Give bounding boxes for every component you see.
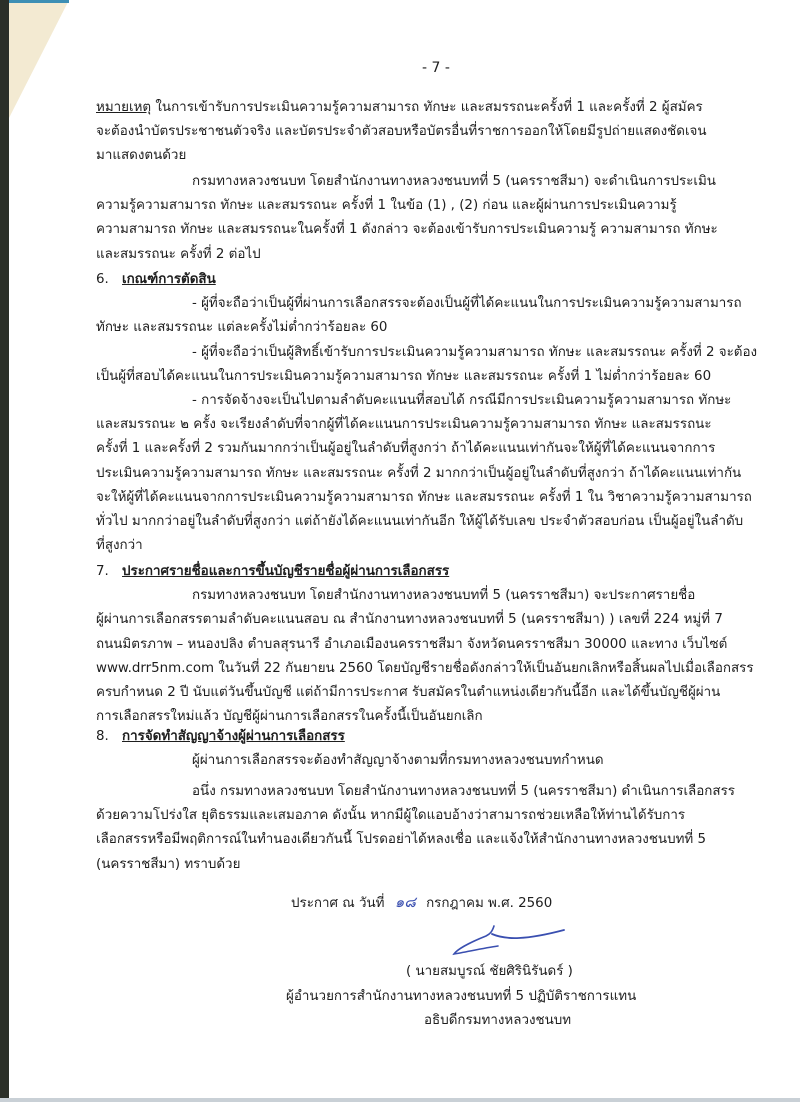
paragraph-line: และสมรรถนะ ครั้งที่ 2 ต่อไป	[96, 246, 261, 262]
criteria-item-3-cont: ที่สูงกว่า	[96, 538, 143, 554]
handwritten-day: ๑๘	[394, 893, 416, 911]
section-6	[96, 268, 776, 558]
signatory-title: ผู้อำนวยการสำนักงานทางหลวงชนบทที่ 5 ปฏิบัติราชการแทน	[286, 989, 637, 1004]
scan-edge-bottom	[0, 1098, 800, 1102]
assessment-paragraph	[96, 170, 776, 267]
paragraph-line: กรมทางหลวงชนบท โดยสำนักงานทางหลวงชนบทที่ 5 (นครราชสีมา) จะดำเนินการประเมิน	[192, 174, 716, 189]
criteria-item-2: - ผู้ที่จะถือว่าเป็นผู้สิทธิ์เข้ารับการประเมินความรู้ความสามารถ ทักษะ และสมรรถนะ ครั้งที่ 2 จะต้อง	[192, 344, 758, 360]
criteria-item-1: - ผู้ที่จะถือว่าเป็นผู้ที่ผ่านการเลือกสรรจะต้องเป็นผู้ที่ได้คะแนนในการประเมินความรู้ความสามารถ	[192, 296, 742, 312]
paragraph-line: www.drr5nm.com ในวันที่ 22 กันยายน 2560 โดยบัญชีรายชื่อดังกล่าวให้เป็นอันยกเลิกหรือสิ้นผลไปเมื่อเลือกสรร	[96, 660, 754, 676]
criteria-item-3-cont: ประเมินความรู้ความสามารถ ทักษะ และสมรรถนะ ครั้งที่ 2 มากกว่าเป็นผู้อยู่ในลำดับที่สูงกว่า ถ้าได้คะแนนเท่ากัน	[96, 465, 742, 481]
criteria-item-3-cont: ทั่วไป มากกว่าอยู่ในลำดับที่สูงกว่า แต่ถ้ายังได้คะแนนเท่ากันอีก ให้ผู้ได้รับเลข ประจำตัวสอบก่อน เป็นผู้อยู่ในลำดับ	[96, 514, 744, 530]
note-line: มาแสดงตนด้วย	[96, 148, 187, 164]
section-8	[96, 725, 776, 773]
criteria-item-3-cont: จะให้ผู้ที่ได้คะแนนจากการประเมินความรู้ความสามารถ ทักษะ และสมรรถนะ ครั้งที่ 1 ใน วิชาความรู้ความสามารถ	[96, 489, 752, 505]
paragraph-line: ความสามารถ ทักษะ และสมรรถนะในครั้งที่ 1 ดังกล่าว จะต้องเข้ารับการประเมินความรู้ ความสามารถ ทักษะ	[96, 222, 718, 238]
section-8-heading: 8. การจัดทำสัญญาจ้างผู้ผ่านการเลือกสรร	[96, 729, 345, 744]
closing-paragraph	[96, 780, 776, 877]
section-6-heading: 6. เกณฑ์การตัดสิน	[96, 272, 216, 287]
note-line: หมายเหตุ ในการเข้ารับการประเมินความรู้ความสามารถ ทักษะ และสมรรถนะครั้งที่ 1 และครั้งที่ 2 ผู้สมัคร	[96, 100, 703, 115]
page-number: - 7 -	[422, 60, 450, 76]
signatory-name: ( นายสมบูรณ์ ชัยศิรินิรันดร์ )	[406, 964, 573, 979]
paragraph-line: (นครราชสีมา) ทราบด้วย	[96, 856, 241, 872]
criteria-item-1-cont: ทักษะ และสมรรถนะ แต่ละครั้งไม่ต่ำกว่าร้อยละ 60	[96, 320, 388, 336]
note-label: หมายเหตุ	[96, 100, 152, 115]
criteria-item-3-cont: ครั้งที่ 1 และครั้งที่ 2 รวมกันมากกว่าเป็นผู้อยู่ในลำดับที่สูงกว่า ถ้าได้คะแนนเท่ากันจะให้ผู้ที่ได้คะแนนจากการ	[96, 441, 716, 457]
paragraph-line: ความรู้ความสามารถ ทักษะ และสมรรถนะ ครั้งที่ 1 ในข้อ (1) , (2) ก่อน และผู้ผ่านการประเมินความรู้	[96, 198, 677, 214]
paragraph-line: การเลือกสรรใหม่แล้ว บัญชีผู้ผ่านการเลือกสรรในครั้งนี้เป็นอันยกเลิก	[96, 709, 483, 725]
scan-edge-top	[9, 0, 69, 3]
paragraph-line: เลือกสรรหรือมีพฤติการณ์ในทำนองเดียวกันนี้ โปรดอย่าได้หลงเชื่อ และแจ้งให้สำนักงานทางหลวงชนบทที่ 5	[96, 832, 707, 848]
announcement-date: ประกาศ ณ วันที่ ๑๘ กรกฎาคม พ.ศ. 2560	[291, 893, 553, 911]
paragraph-line: ถนนมิตรภาพ – หนองปลิง ตำบลสุรนารี อำเภอเมืองนครราชสีมา จังหวัดนครราชสีมา 30000 และทาง เว็บไซต์	[96, 636, 728, 652]
note-paragraph	[96, 96, 776, 169]
criteria-item-3-cont: และสมรรถนะ ๒ ครั้ง จะเรียงลำดับที่จากผู้ที่ได้คะแนนการประเมินความรู้ความสามารถ ทักษะ และสมรรถนะ	[96, 417, 712, 433]
criteria-item-2-cont: เป็นผู้ที่สอบได้คะแนนในการประเมินความรู้ความสามารถ ทักษะ และสมรรถนะ ครั้งที่ 1 ไม่ต่ำกว่าร้อยละ 60	[96, 368, 712, 384]
signature-icon	[446, 918, 586, 958]
scan-edge-left	[0, 0, 9, 1102]
paragraph-line: ผู้ผ่านการเลือกสรรตามลำดับคะแนนสอบ ณ สำนักงานทางหลวงชนบทที่ 5 (นครราชสีมา) ) เลขที่ 224 หมู่ที่ 7	[96, 612, 723, 628]
note-line: จะต้องนำบัตรประชาชนตัวจริง และบัตรประจำตัวสอบหรือบัตรอื่นที่ราชการออกให้โดยมีรูปถ่ายแสดงชัดเจน	[96, 124, 707, 140]
paragraph-line: กรมทางหลวงชนบท โดยสำนักงานทางหลวงชนบทที่ 5 (นครราชสีมา) จะประกาศรายชื่อ	[192, 588, 696, 604]
paragraph-line: ครบกำหนด 2 ปี นับแต่วันขึ้นบัญชี แต่ถ้ามีการประกาศ รับสมัครในตำแหน่งเดียวกันนี้อีก และได้ขึ้นบัญชีผู้ผ่าน	[96, 685, 721, 701]
criteria-item-3: - การจัดจ้างจะเป็นไปตามลำดับคะแนนที่สอบได้ กรณีมีการประเมินความรู้ความสามารถ ทักษะ	[192, 393, 732, 409]
section-7	[96, 560, 776, 729]
paper-fold-corner	[9, 0, 69, 118]
signatory-title-2: อธิบดีกรมทางหลวงชนบท	[424, 1013, 572, 1028]
paragraph-line: ผู้ผ่านการเลือกสรรจะต้องทำสัญญาจ้างตามที่กรมทางหลวงชนบทกำหนด	[192, 753, 604, 769]
section-7-heading: 7. ประกาศรายชื่อและการขึ้นบัญชีรายชื่อผู้ผ่านการเลือกสรร	[96, 564, 450, 579]
paragraph-line: อนึ่ง กรมทางหลวงชนบท โดยสำนักงานทางหลวงชนบทที่ 5 (นครราชสีมา) ดำเนินการเลือกสรร	[192, 784, 735, 799]
paragraph-line: ด้วยความโปร่งใส ยุติธรรมและเสมอภาค ดังนั้น หากมีผู้ใดแอบอ้างว่าสามารถช่วยเหลือให้ท่านได้รับการ	[96, 808, 686, 824]
